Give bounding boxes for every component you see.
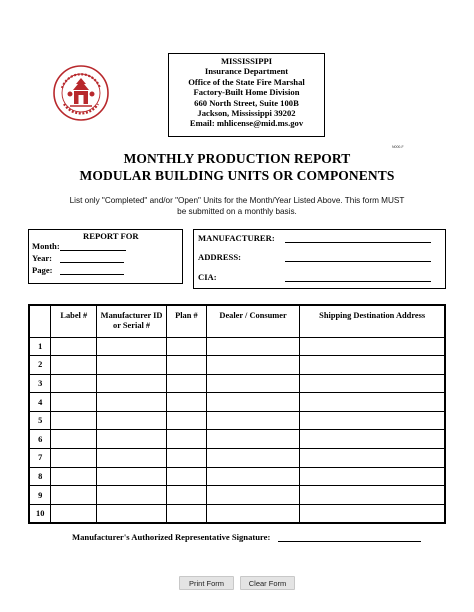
manufacturer-label: MANUFACTURER: xyxy=(198,233,275,243)
table-row xyxy=(29,393,445,412)
agency-line: Office of the State Fire Marshal xyxy=(188,76,305,87)
signature-row xyxy=(72,532,421,542)
column-header-plan-number: Plan # xyxy=(167,305,207,337)
agency-line: Insurance Department xyxy=(204,66,289,77)
agency-address-box xyxy=(168,53,325,137)
dealer-consumer-cell[interactable] xyxy=(206,504,300,523)
manufacturer-row xyxy=(198,233,431,243)
instructions xyxy=(40,196,434,217)
month-row xyxy=(32,241,126,251)
column-header-dealer-consumer: Dealer / Consumer xyxy=(206,305,300,337)
signature-label: Manufacturer's Authorized Representative Signature: xyxy=(72,532,271,542)
label-number-cell[interactable] xyxy=(51,467,97,486)
shipping-address-cell[interactable] xyxy=(300,356,445,375)
plan-number-cell[interactable] xyxy=(167,467,207,486)
label-number-cell[interactable] xyxy=(51,449,97,468)
agency-email: Email: mhlicense@mid.ms.gov xyxy=(189,118,304,129)
row-number: 5 xyxy=(29,411,51,430)
row-number: 1 xyxy=(29,337,51,356)
plan-number-cell[interactable] xyxy=(167,430,207,449)
table-row xyxy=(29,486,445,505)
shipping-address-cell[interactable] xyxy=(300,337,445,356)
manufacturer-id-cell[interactable] xyxy=(97,504,167,523)
plan-number-cell[interactable] xyxy=(167,504,207,523)
dealer-consumer-cell[interactable] xyxy=(206,374,300,393)
plan-number-cell[interactable] xyxy=(167,356,207,375)
agency-line: 660 North Street, Suite 100B xyxy=(194,97,299,108)
shipping-address-cell[interactable] xyxy=(300,504,445,523)
column-header-manufacturer-id: Manufacturer ID or Serial # xyxy=(97,305,167,337)
manufacturer-id-cell[interactable] xyxy=(97,486,167,505)
plan-number-cell[interactable] xyxy=(167,374,207,393)
page-row xyxy=(32,265,124,275)
address-row xyxy=(198,252,431,262)
shipping-address-cell[interactable] xyxy=(300,449,445,468)
table-row xyxy=(29,430,445,449)
address-field[interactable] xyxy=(285,253,431,262)
plan-number-cell[interactable] xyxy=(167,337,207,356)
shipping-address-cell[interactable] xyxy=(300,486,445,505)
shipping-address-cell[interactable] xyxy=(300,393,445,412)
label-number-cell[interactable] xyxy=(51,504,97,523)
cia-label: CIA: xyxy=(198,272,217,282)
shipping-address-cell[interactable] xyxy=(300,430,445,449)
row-number: 8 xyxy=(29,467,51,486)
table-row xyxy=(29,374,445,393)
row-number: 6 xyxy=(29,430,51,449)
table-row xyxy=(29,337,445,356)
signature-field[interactable] xyxy=(278,533,421,542)
form-title-line1: MONTHLY PRODUCTION REPORT xyxy=(123,151,351,166)
label-number-cell[interactable] xyxy=(51,337,97,356)
column-header-row-number xyxy=(29,305,51,337)
table-row xyxy=(29,356,445,375)
year-label: Year: xyxy=(32,253,53,263)
row-number: 2 xyxy=(29,356,51,375)
report-for-title: REPORT FOR xyxy=(83,231,139,241)
dealer-consumer-cell[interactable] xyxy=(206,393,300,412)
instructions-line2: be submitted on a monthly basis. xyxy=(177,206,297,216)
manufacturer-box xyxy=(193,229,446,289)
row-number: 7 xyxy=(29,449,51,468)
column-header-shipping-address: Shipping Destination Address xyxy=(300,305,445,337)
production-units-table xyxy=(28,304,446,524)
manufacturer-id-cell[interactable] xyxy=(97,337,167,356)
row-number: 3 xyxy=(29,374,51,393)
label-number-cell[interactable] xyxy=(51,430,97,449)
table-row xyxy=(29,449,445,468)
instructions-line1: List only "Completed" and/or "Open" Units for the Month/Year Listed Above. This form MUST xyxy=(69,196,405,205)
plan-number-cell[interactable] xyxy=(167,393,207,412)
row-number: 9 xyxy=(29,486,51,505)
row-number: 4 xyxy=(29,393,51,412)
dealer-consumer-cell[interactable] xyxy=(206,430,300,449)
month-label: Month: xyxy=(32,241,60,251)
manufacturer-id-cell[interactable] xyxy=(97,374,167,393)
shipping-address-cell[interactable] xyxy=(300,411,445,430)
agency-line: MISSISSIPPI xyxy=(220,56,273,66)
plan-number-cell[interactable] xyxy=(167,449,207,468)
column-header-label-number: Label # xyxy=(51,305,97,337)
cia-field[interactable] xyxy=(285,273,431,282)
print-form-button[interactable]: Print Form xyxy=(179,576,234,590)
month-field[interactable] xyxy=(60,242,126,251)
row-number: 10 xyxy=(29,504,51,523)
report-for-box xyxy=(28,229,183,284)
dealer-consumer-cell[interactable] xyxy=(206,411,300,430)
page-field[interactable] xyxy=(60,266,124,275)
shipping-address-cell[interactable] xyxy=(300,374,445,393)
agency-line: Jackson, Mississippi 39202 xyxy=(197,108,296,119)
label-number-cell[interactable] xyxy=(51,393,97,412)
year-field[interactable] xyxy=(60,254,124,263)
dealer-consumer-cell[interactable] xyxy=(206,486,300,505)
table-row xyxy=(29,504,445,523)
manufacturer-id-cell[interactable] xyxy=(97,411,167,430)
page-label: Page: xyxy=(32,265,53,275)
form-code: N000-F xyxy=(392,145,404,149)
dealer-consumer-cell[interactable] xyxy=(206,467,300,486)
dealer-consumer-cell[interactable] xyxy=(206,449,300,468)
manufacturer-id-cell[interactable] xyxy=(97,449,167,468)
shipping-address-cell[interactable] xyxy=(300,467,445,486)
plan-number-cell[interactable] xyxy=(167,486,207,505)
year-row xyxy=(32,253,124,263)
plan-number-cell[interactable] xyxy=(167,411,207,430)
dealer-consumer-cell[interactable] xyxy=(206,356,300,375)
table-header-row xyxy=(29,305,445,337)
table-row xyxy=(29,467,445,486)
manufacturer-id-cell[interactable] xyxy=(97,467,167,486)
agency-line: Factory-Built Home Division xyxy=(193,87,300,98)
label-number-cell[interactable] xyxy=(51,411,97,430)
table-row xyxy=(29,411,445,430)
label-number-cell[interactable] xyxy=(51,486,97,505)
form-title-line2: MODULAR BUILDING UNITS OR COMPONENTS xyxy=(79,168,395,183)
label-number-cell[interactable] xyxy=(51,356,97,375)
cia-row xyxy=(198,272,431,282)
label-number-cell[interactable] xyxy=(51,374,97,393)
clear-form-button[interactable]: Clear Form xyxy=(240,576,295,590)
manufacturer-id-cell[interactable] xyxy=(97,356,167,375)
manufacturer-field[interactable] xyxy=(285,234,431,243)
state-fire-marshal-seal-icon xyxy=(52,64,110,122)
manufacturer-id-cell[interactable] xyxy=(97,393,167,412)
manufacturer-id-cell[interactable] xyxy=(97,430,167,449)
address-label: ADDRESS: xyxy=(198,252,241,262)
dealer-consumer-cell[interactable] xyxy=(206,337,300,356)
